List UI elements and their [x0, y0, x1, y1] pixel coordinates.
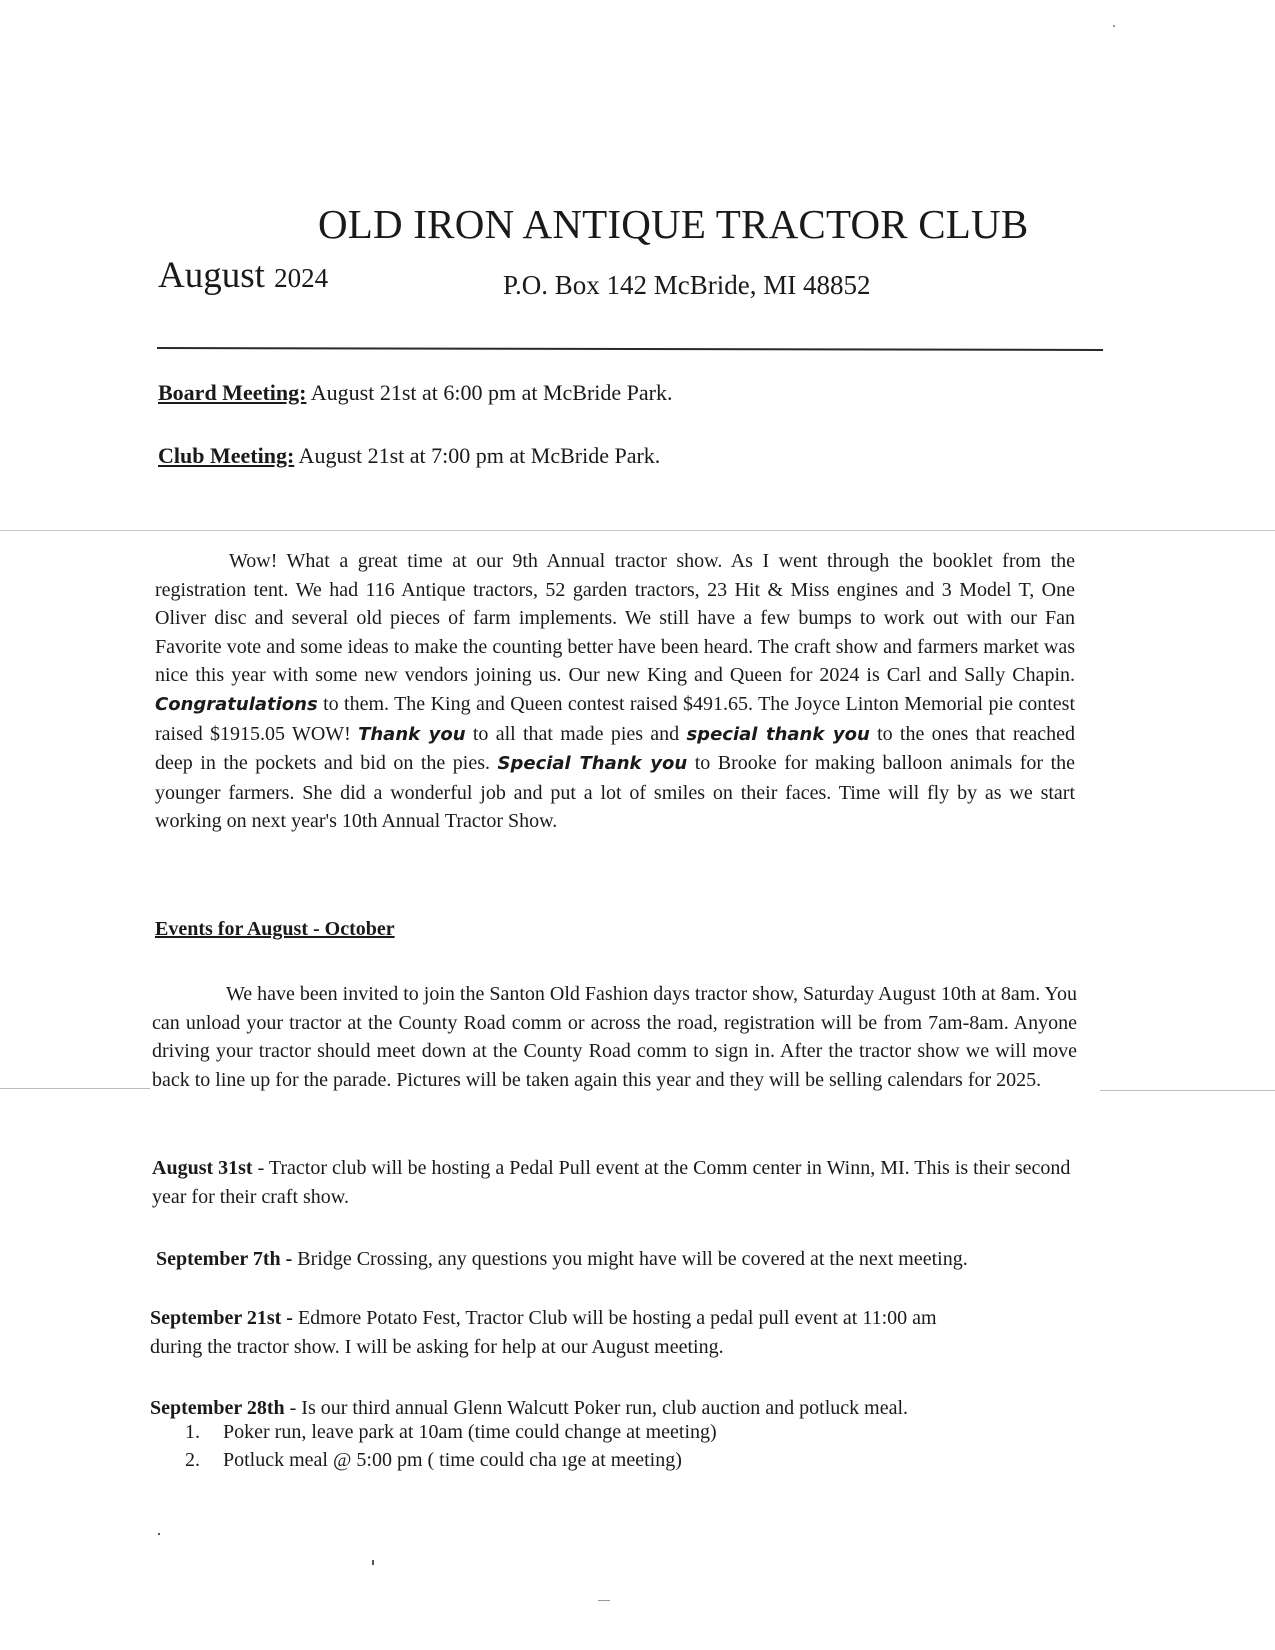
recap-text-1: Wow! What a great time at our 9th Annual tractor show. As I went through the booklet from the registration tent. We had 116 Antique tractors, 52 garden tractors, 23 Hit & Miss engines and 3 Model T, One Oliver disc and several old pieces of farm implements. We still have a few bumps to work out with our Fan Favorite vote and some ideas to make the counting better have been heard. The craft show and farmers market was nice this year with some new vendors joining us. Our new King and Queen for 2024 is Carl and Sally Chapin. [155, 550, 1075, 687]
event-text: Edmore Potato Fest, Tractor Club will be hosting a pedal pull event at 11:00 am during the tractor show. I will be asking for help at our August meeting. [150, 1307, 937, 1358]
events-heading: Events for August - October [155, 918, 395, 940]
event-date: August 31st [152, 1157, 253, 1179]
issue-month: August [158, 255, 265, 296]
club-title: OLD IRON ANTIQUE TRACTOR CLUB [318, 201, 1029, 247]
special-thank-you-text: special thank you [686, 723, 870, 745]
event-august-31 [152, 1154, 1077, 1211]
recap-text-4: to the ones that reached deep in the pockets and bid on the pies. [155, 722, 1075, 775]
list-text: Potluck meal @ 5:00 pm ( time could cha ıge at meeting) [223, 1449, 682, 1471]
poker-run-list [185, 1418, 717, 1474]
recap-text-5: to Brooke for making balloon animals for the younger farmers. She did a wonderful job and put a lot of smiles on their faces. Time will fly by as we start working on next year's 10th Annual Tractor Show. [155, 752, 1076, 833]
event-date: September 7th - [156, 1248, 293, 1270]
club-meeting [158, 443, 660, 469]
thank-you-text: Thank you [358, 723, 466, 745]
event-date: September 28th [150, 1397, 285, 1419]
scan-speck [598, 1600, 610, 1601]
event-september-21 [150, 1304, 960, 1361]
board-meeting [158, 380, 673, 406]
congrats-text: Congratulations [155, 693, 318, 715]
event-text: Bridge Crossing, any questions you might have will be covered at the next meeting. [292, 1248, 968, 1270]
club-address: P.O. Box 142 McBride, MI 48852 [503, 270, 871, 300]
scan-speck [372, 1560, 374, 1565]
list-number: 1. [185, 1421, 200, 1443]
list-number: 2. [185, 1449, 200, 1471]
santon-event-paragraph [152, 980, 1077, 1094]
issue-year: 2024 [274, 263, 329, 293]
club-meeting-label: Club Meeting: [158, 443, 295, 468]
scan-speck [158, 1533, 160, 1535]
event-september-7 [156, 1245, 1081, 1274]
scan-speck [1113, 25, 1115, 27]
scan-line-left [0, 1088, 150, 1089]
issue-date [158, 254, 328, 297]
list-text: Poker run, leave park at 10am (time could change at meeting) [223, 1421, 717, 1443]
club-meeting-text: August 21st at 7:00 pm at McBride Park. [294, 443, 661, 468]
show-recap-paragraph [155, 547, 1075, 836]
event-date: September 21st - [150, 1307, 293, 1329]
event-text: - Tractor club will be hosting a Pedal Pull event at the Comm center in Winn, MI. This is their second year for their craft show. [152, 1157, 1071, 1208]
santon-event-text: We have been invited to join the Santon Old Fashion days tractor show, Saturday August 10th at 8am. You can unload your tractor at the County Road comm or across the road, registration will be from 7am-8am. Anyone driving your tractor should meet down at the County Road comm to sign in. After the tractor show we will move back to line up for the parade. Pictures will be taken again this year and they will be selling calendars for 2025. [152, 983, 1077, 1091]
board-meeting-text: August 21st at 6:00 pm at McBride Park. [306, 380, 673, 405]
recap-text-2: to them. The King and Queen contest raised $491.65. The Joyce Linton Memorial pie contest raised $1915.05 WOW! [155, 692, 1075, 745]
scan-line-right [1100, 1090, 1275, 1091]
list-item [185, 1446, 717, 1474]
header-divider [157, 347, 1103, 351]
event-text: - Is our third annual Glenn Walcutt Poker run, club auction and potluck meal. [284, 1397, 909, 1419]
list-item [185, 1418, 717, 1446]
board-meeting-label: Board Meeting: [158, 380, 307, 405]
scan-fold-line [0, 530, 1275, 531]
special-thank-you-2-text: Special Thank you [497, 753, 688, 775]
recap-text-3: to all that made pies and [465, 722, 687, 745]
